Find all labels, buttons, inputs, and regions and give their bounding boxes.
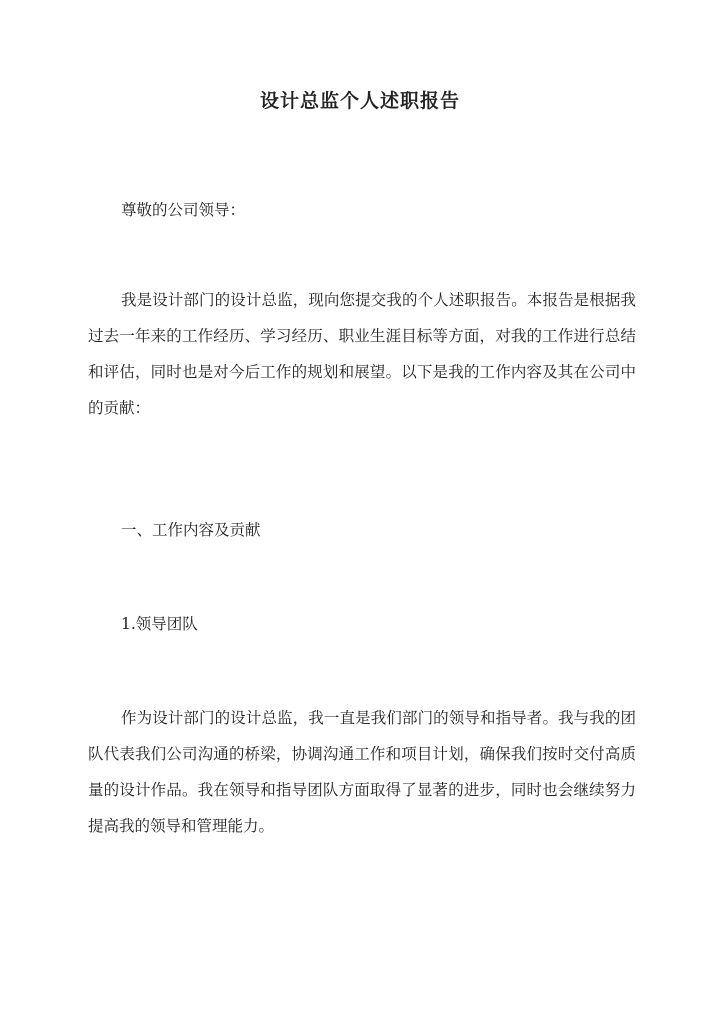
section-heading: 一、工作内容及贡献 bbox=[121, 521, 261, 539]
body-paragraph: 作为设计部门的设计总监，我一直是我们部门的领导和指导者。我与我的团队代表我们公司沟通的桥梁，协调沟通工作和项目计划，确保我们按时交付高质量的设计作品。我在领导和指导团队方面取得了显著的进步，同时也会继续努力提高我的领导和管理能力。 bbox=[88, 709, 636, 835]
salutation: 尊敬的公司领导： bbox=[121, 201, 246, 219]
intro-paragraph: 我是设计部门的设计总监，现向您提交我的个人述职报告。本报告是根据我过去一年来的工作经历、学习经历、职业生涯目标等方面，对我的工作进行总结和评估，同时也是对今后工作的规划和展望。以下是我的工作内容及其在公司中的贡献： bbox=[88, 291, 636, 417]
subsection-heading: 1.领导团队 bbox=[121, 615, 198, 633]
document-title: 设计总监个人述职报告 bbox=[259, 90, 460, 112]
